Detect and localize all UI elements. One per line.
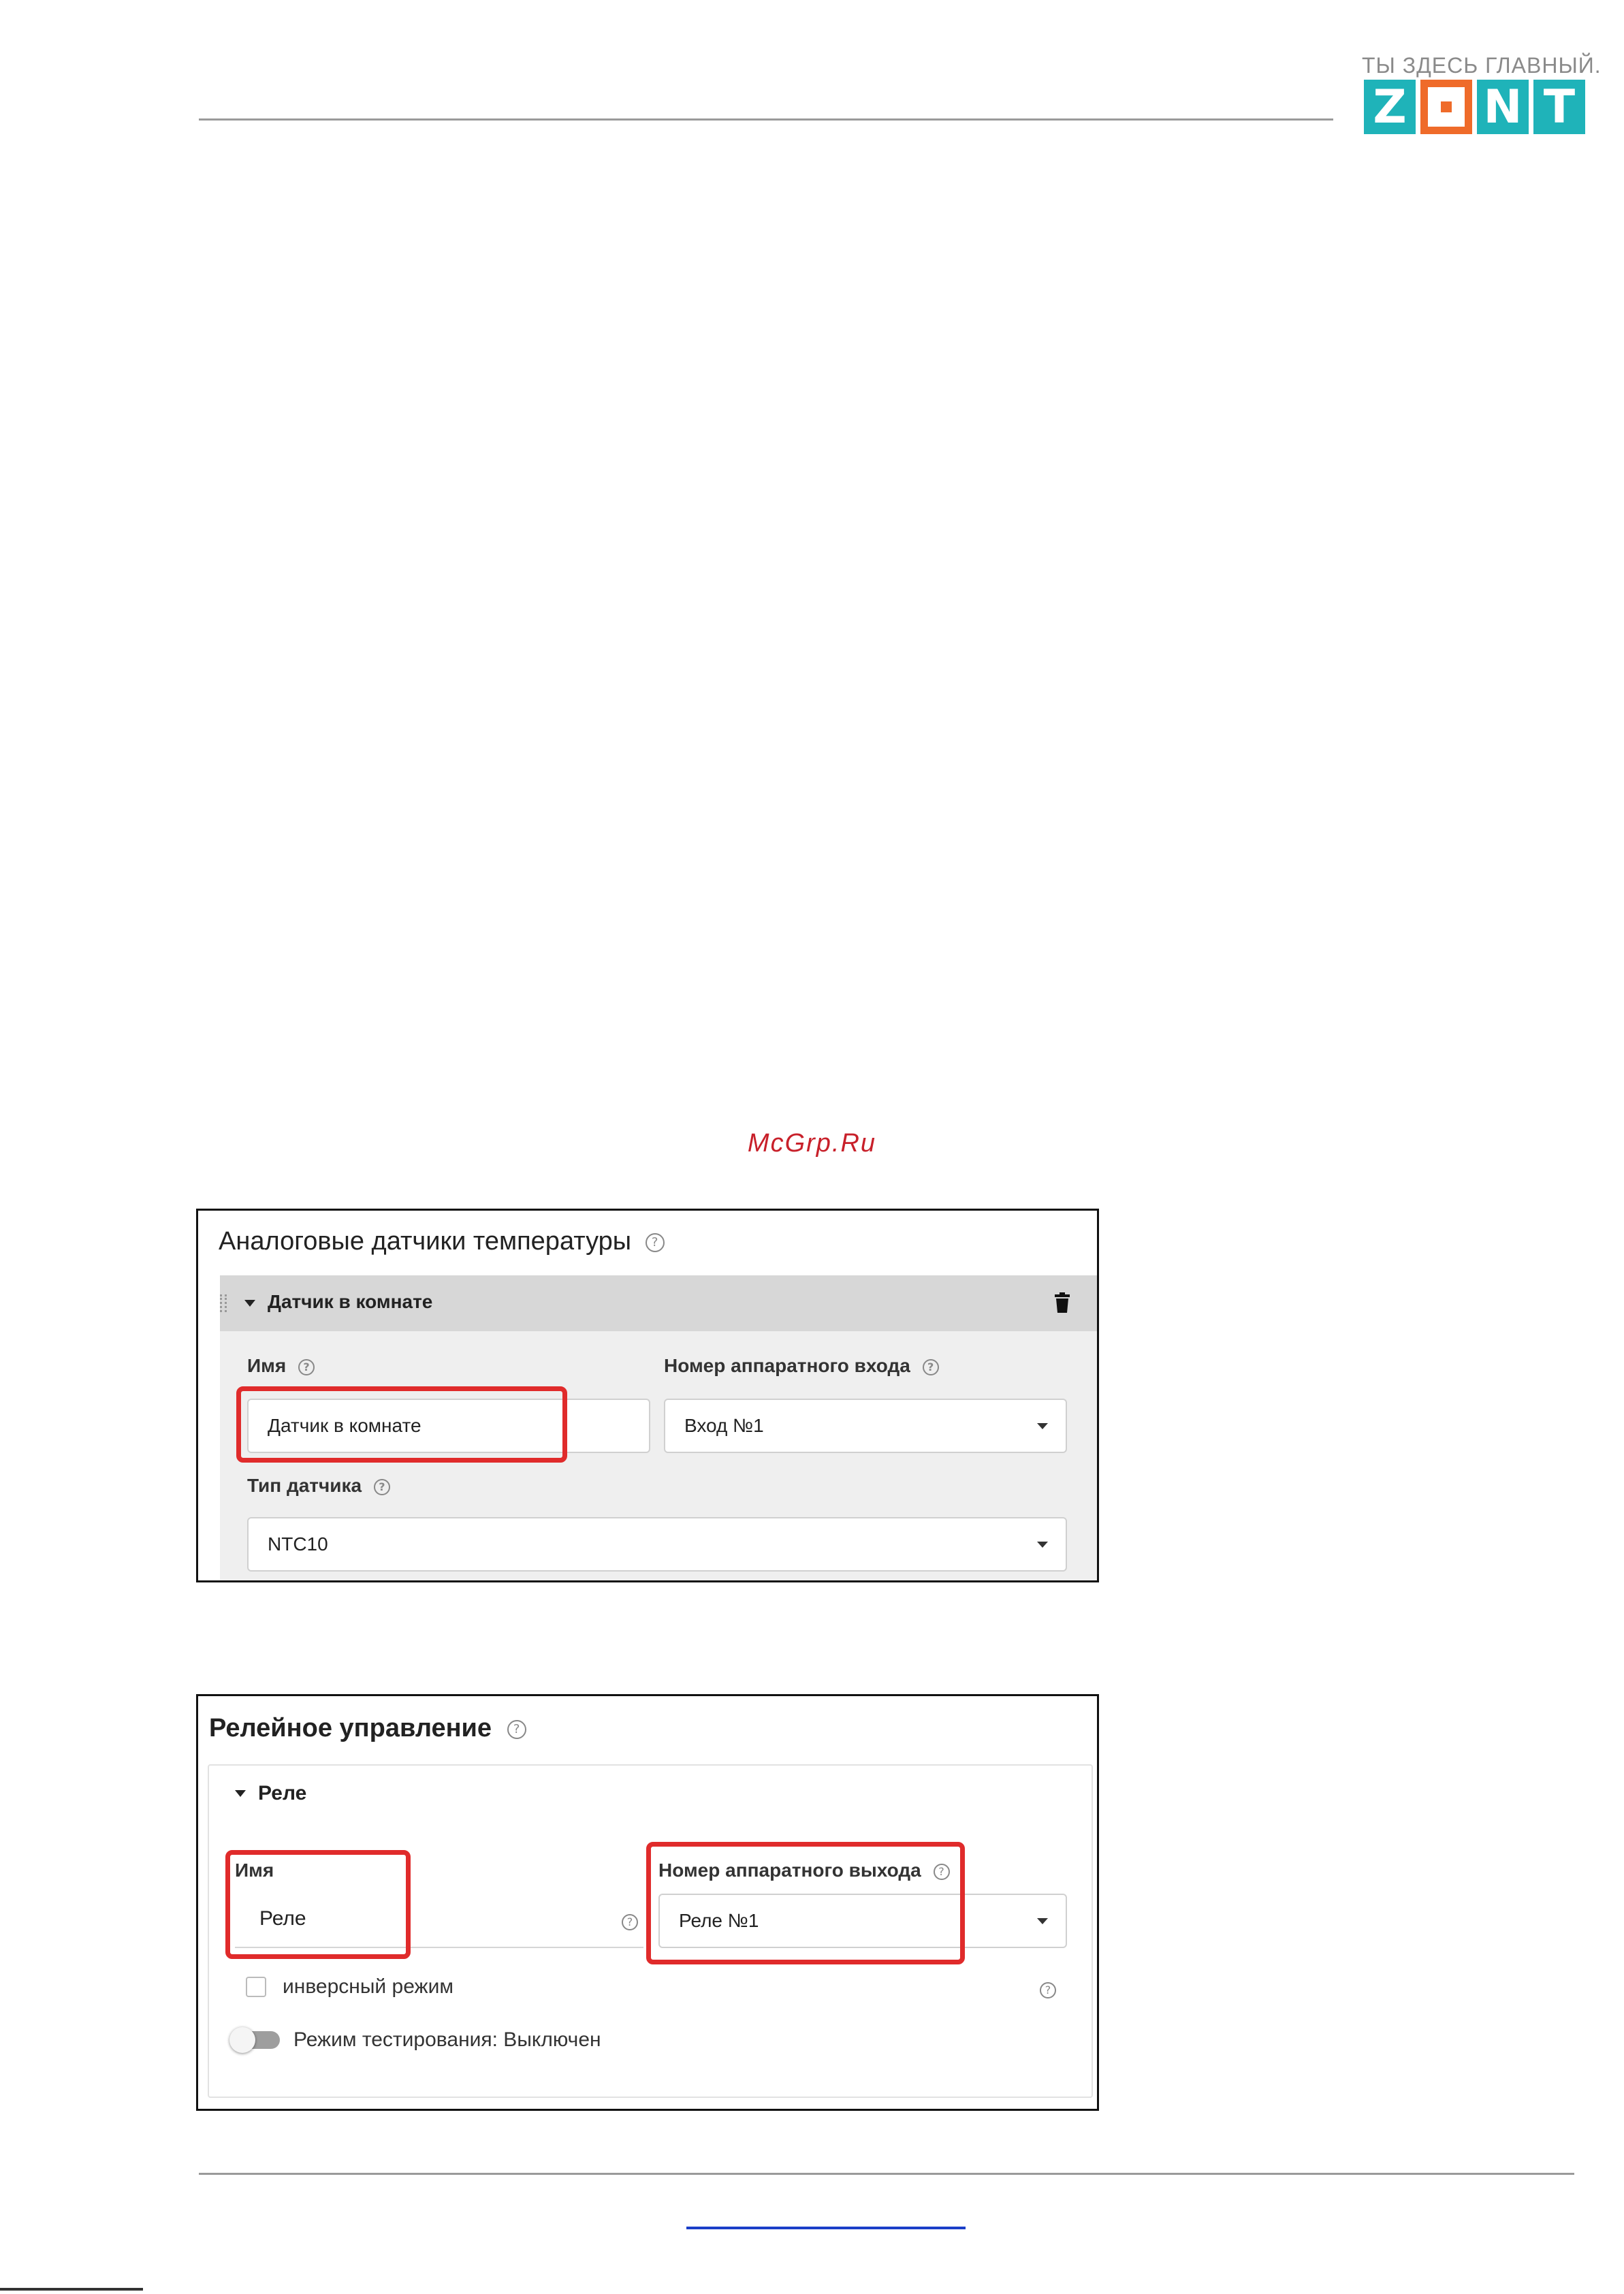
analog-sensors-title-text: Аналоговые датчики температуры: [219, 1227, 632, 1256]
name-label-text: Имя: [247, 1355, 287, 1376]
drag-handle-icon[interactable]: [220, 1294, 227, 1312]
help-icon[interactable]: ?: [1040, 1982, 1056, 1998]
help-icon[interactable]: ?: [622, 1914, 638, 1930]
inverse-mode-label: инверсный режим: [283, 1975, 454, 1998]
zont-logo: [1364, 80, 1590, 134]
hardware-input-label-text: Номер аппаратного входа: [664, 1355, 910, 1376]
footer-link-underline[interactable]: [686, 2227, 966, 2229]
chevron-down-icon: [1037, 1423, 1048, 1429]
help-icon[interactable]: ?: [646, 1233, 665, 1252]
help-icon[interactable]: ?: [374, 1479, 390, 1495]
analog-sensors-screenshot: [196, 1209, 1099, 1582]
relay-name-label: Имя: [235, 1860, 274, 1881]
hardware-output-value: Реле №1: [679, 1910, 759, 1931]
name-highlight: [236, 1386, 567, 1463]
hardware-output-highlight: [646, 1842, 965, 1964]
footer-edge-mark: [0, 2288, 143, 2291]
trash-icon[interactable]: [1055, 1292, 1070, 1313]
analog-sensors-title: [219, 1227, 665, 1256]
inverse-mode-checkbox[interactable]: [246, 1977, 266, 1997]
chevron-down-icon: [1037, 1542, 1048, 1548]
sensor-type-label: [247, 1475, 390, 1497]
logo-letter-t: T: [1533, 80, 1585, 134]
help-icon[interactable]: ?: [923, 1359, 939, 1375]
relay-section: [208, 1764, 1093, 2098]
help-icon[interactable]: ?: [507, 1720, 526, 1739]
relay-name-input[interactable]: Реле: [235, 1894, 643, 1948]
header-rule: [199, 118, 1333, 121]
footer-rule: [199, 2173, 1574, 2175]
triangle-down-icon[interactable]: [244, 1300, 255, 1307]
triangle-down-icon[interactable]: [235, 1790, 246, 1797]
logo-letter-o: [1420, 80, 1472, 134]
relay-section-title[interactable]: Реле: [258, 1782, 307, 1804]
hardware-input-select[interactable]: [664, 1399, 1067, 1453]
watermark: McGrp.Ru: [747, 1129, 877, 1158]
test-mode-label: Режим тестирования: Выключен: [293, 2028, 601, 2051]
hardware-output-label-text: Номер аппаратного выхода: [658, 1860, 921, 1881]
sensor-type-value: NTC10: [268, 1533, 328, 1555]
logo-letter-n: N: [1477, 80, 1529, 134]
help-icon[interactable]: ?: [298, 1359, 315, 1375]
relay-name-highlight: [225, 1850, 411, 1959]
logo-dot-icon: [1441, 101, 1452, 112]
sensor-type-select[interactable]: [247, 1517, 1067, 1572]
help-icon[interactable]: ?: [934, 1864, 950, 1880]
sensor-section-header[interactable]: [220, 1275, 1099, 1331]
sensor-type-label-text: Тип датчика: [247, 1475, 362, 1496]
chevron-down-icon: [1037, 1918, 1048, 1924]
name-label: [247, 1355, 315, 1377]
hardware-input-label: [664, 1355, 939, 1377]
sensor-section-title: Датчик в комнате: [268, 1291, 433, 1312]
relay-control-title: [209, 1714, 526, 1743]
relay-control-screenshot: [196, 1694, 1099, 2111]
name-input[interactable]: Датчик в комнате: [247, 1399, 650, 1453]
toggle-knob: [229, 2027, 255, 2053]
test-mode-toggle[interactable]: [229, 2023, 284, 2057]
logo-letter-z: Z: [1364, 80, 1416, 134]
logo-tagline: ТЫ ЗДЕСЬ ГЛАВНЫЙ.: [1362, 53, 1602, 78]
hardware-input-value: Вход №1: [684, 1415, 764, 1436]
relay-control-title-text: Релейное управление: [209, 1714, 492, 1742]
